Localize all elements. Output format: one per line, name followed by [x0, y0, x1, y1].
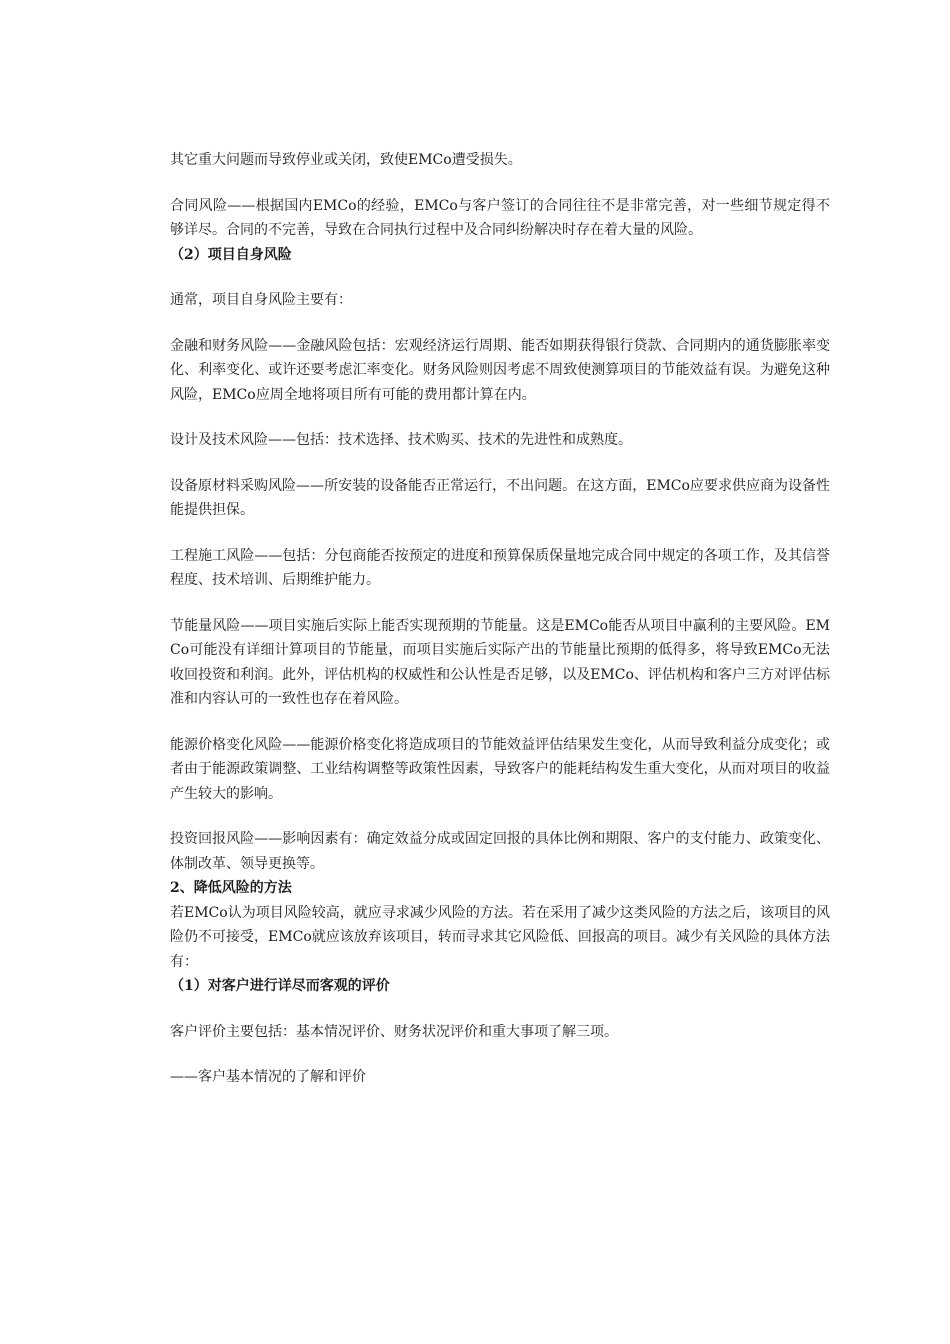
paragraph-client-basic-info: ——客户基本情况的了解和评价: [170, 1069, 366, 1085]
heading-reduce-risk: 2、降低风险的方法: [170, 880, 292, 896]
paragraph-loss: 其它重大问题而导致停业或关闭，致使EMCo遭受损失。: [170, 152, 522, 168]
heading-project-risk: （2）项目自身风险: [170, 246, 292, 263]
paragraph-contract-risk: 合同风险——根据国内EMCo的经验，EMCo与客户签订的合同往往不是非常完善，对一些细节规定得不够详尽。合同的不完善，导致在合同执行过程中及合同纠纷解决时存在着大量的风险。: [170, 197, 830, 238]
paragraph-energy-price-risk: 能源价格变化风险——能源价格变化将造成项目的节能效益评估结果发生变化，从而导致利益分成变化；或者由于能源政策调整、工业结构调整等政策性因素，导致客户的能耗结构发生重大变化，从而对项目的收益产生较大的影响。: [170, 736, 830, 802]
paragraph-return-risk: 投资回报风险——影响因素有：确定效益分成或固定回报的具体比例和期限、客户的支付能力、政策变化、体制改革、领导更换等。: [170, 831, 830, 872]
paragraph-construction-risk: 工程施工风险——包括：分包商能否按预定的进度和预算保质保量地完成合同中规定的各项工作，及其信誉程度、技术培训、后期维护能力。: [170, 547, 830, 588]
heading-client-evaluation: （1）对客户进行详尽而客观的评价: [170, 978, 390, 994]
paragraph-client-evaluation: 客户评价主要包括：基本情况评价、财务状况评价和重大事项了解三项。: [170, 1023, 618, 1040]
paragraph-technical-risk: 设计及技术风险——包括：技术选择、技术购买、技术的先进性和成熟度。: [170, 432, 632, 448]
paragraph-procurement-risk: 设备原材料采购风险——所安装的设备能否正常运行，不出问题。在这方面，EMCo应要求供应商为设备性能提供担保。: [170, 477, 830, 518]
paragraph-reduce-risk: 若EMCo认为项目风险较高，就应寻求减少风险的方法。若在采用了减少这类风险的方法之后，该项目的风险仍不可接受，EMCo就应该放弃该项目，转而寻求其它风险低、回报高的项目。减少有关风险的具体方法有：: [170, 904, 830, 970]
document-page: [170, 148, 830, 1090]
paragraph-project-risk-intro: 通常，项目自身风险主要有：: [170, 292, 352, 308]
paragraph-energy-saving-risk: 节能量风险——项目实施后实际上能否实现预期的节能量。这是EMCo能否从项目中赢利的主要风险。EMCo可能没有详细计算项目的节能量，而项目实施后实际产出的节能量比预期的低得多，将导致EMCo无法收回投资和利润。此外，评估机构的权威性和公认性是否足够，以及EMCo、评估机构和客户三方对评估标准和内容认可的一致性也存在着风险。: [170, 617, 830, 707]
paragraph-financial-risk: 金融和财务风险——金融风险包括：宏观经济运行周期、能否如期获得银行贷款、合同期内的通货膨胀率变化、利率变化、或许还要考虑汇率变化。财务风险则因考虑不周致使测算项目的节能效益有误。为避免这种风险，EMCo应周全地将项目所有可能的费用都计算在内。: [170, 337, 830, 403]
